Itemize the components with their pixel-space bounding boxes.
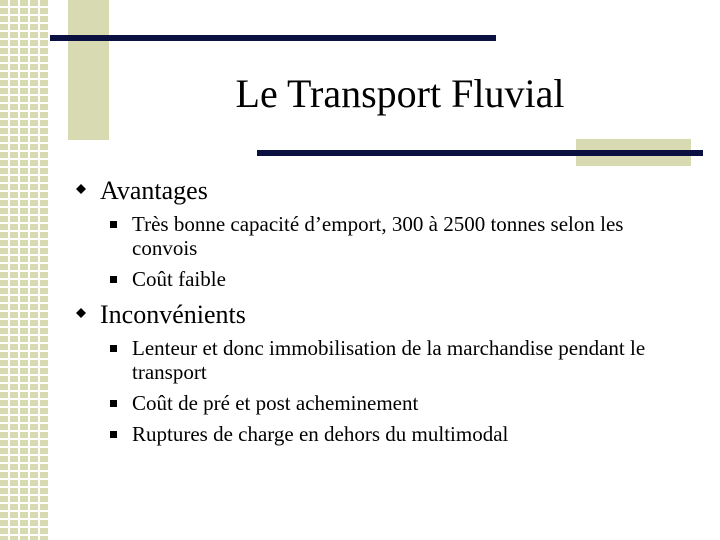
section-heading-label: Inconvénients [100, 300, 246, 329]
list-item [76, 267, 672, 291]
diamond-bullet-icon [76, 184, 86, 194]
list-item [76, 212, 672, 260]
section-heading-avantages [76, 174, 696, 208]
list-item [76, 391, 672, 415]
title-rule-bottom [257, 150, 703, 156]
page-title: Le Transport Fluvial [235, 71, 565, 116]
list-item [76, 422, 672, 446]
title-rule-top [50, 35, 496, 41]
inconvenients-list [76, 336, 696, 446]
square-bullet-icon [110, 431, 117, 438]
list-item-text: Coût faible [132, 267, 226, 291]
section-heading-label: Avantages [100, 176, 208, 205]
slide-content [76, 174, 696, 453]
list-item-text: Ruptures de charge en dehors du multimodal [132, 422, 509, 446]
avantages-list [76, 212, 696, 291]
list-item [76, 336, 672, 384]
square-bullet-icon [110, 221, 117, 228]
list-item-text: Coût de pré et post acheminement [132, 391, 419, 415]
list-item-text: Lenteur et donc immobilisation de la marchandise pendant le transport [132, 336, 646, 384]
left-decorative-strip [0, 0, 50, 540]
square-bullet-icon [110, 276, 117, 283]
title-decoration-box [68, 0, 109, 140]
diamond-bullet-icon [76, 308, 86, 318]
list-item-text: Très bonne capacité d’emport, 300 à 2500 tonnes selon les convois [132, 212, 624, 260]
section-heading-inconvenients [76, 298, 696, 332]
square-bullet-icon [110, 400, 117, 407]
square-bullet-icon [110, 345, 117, 352]
